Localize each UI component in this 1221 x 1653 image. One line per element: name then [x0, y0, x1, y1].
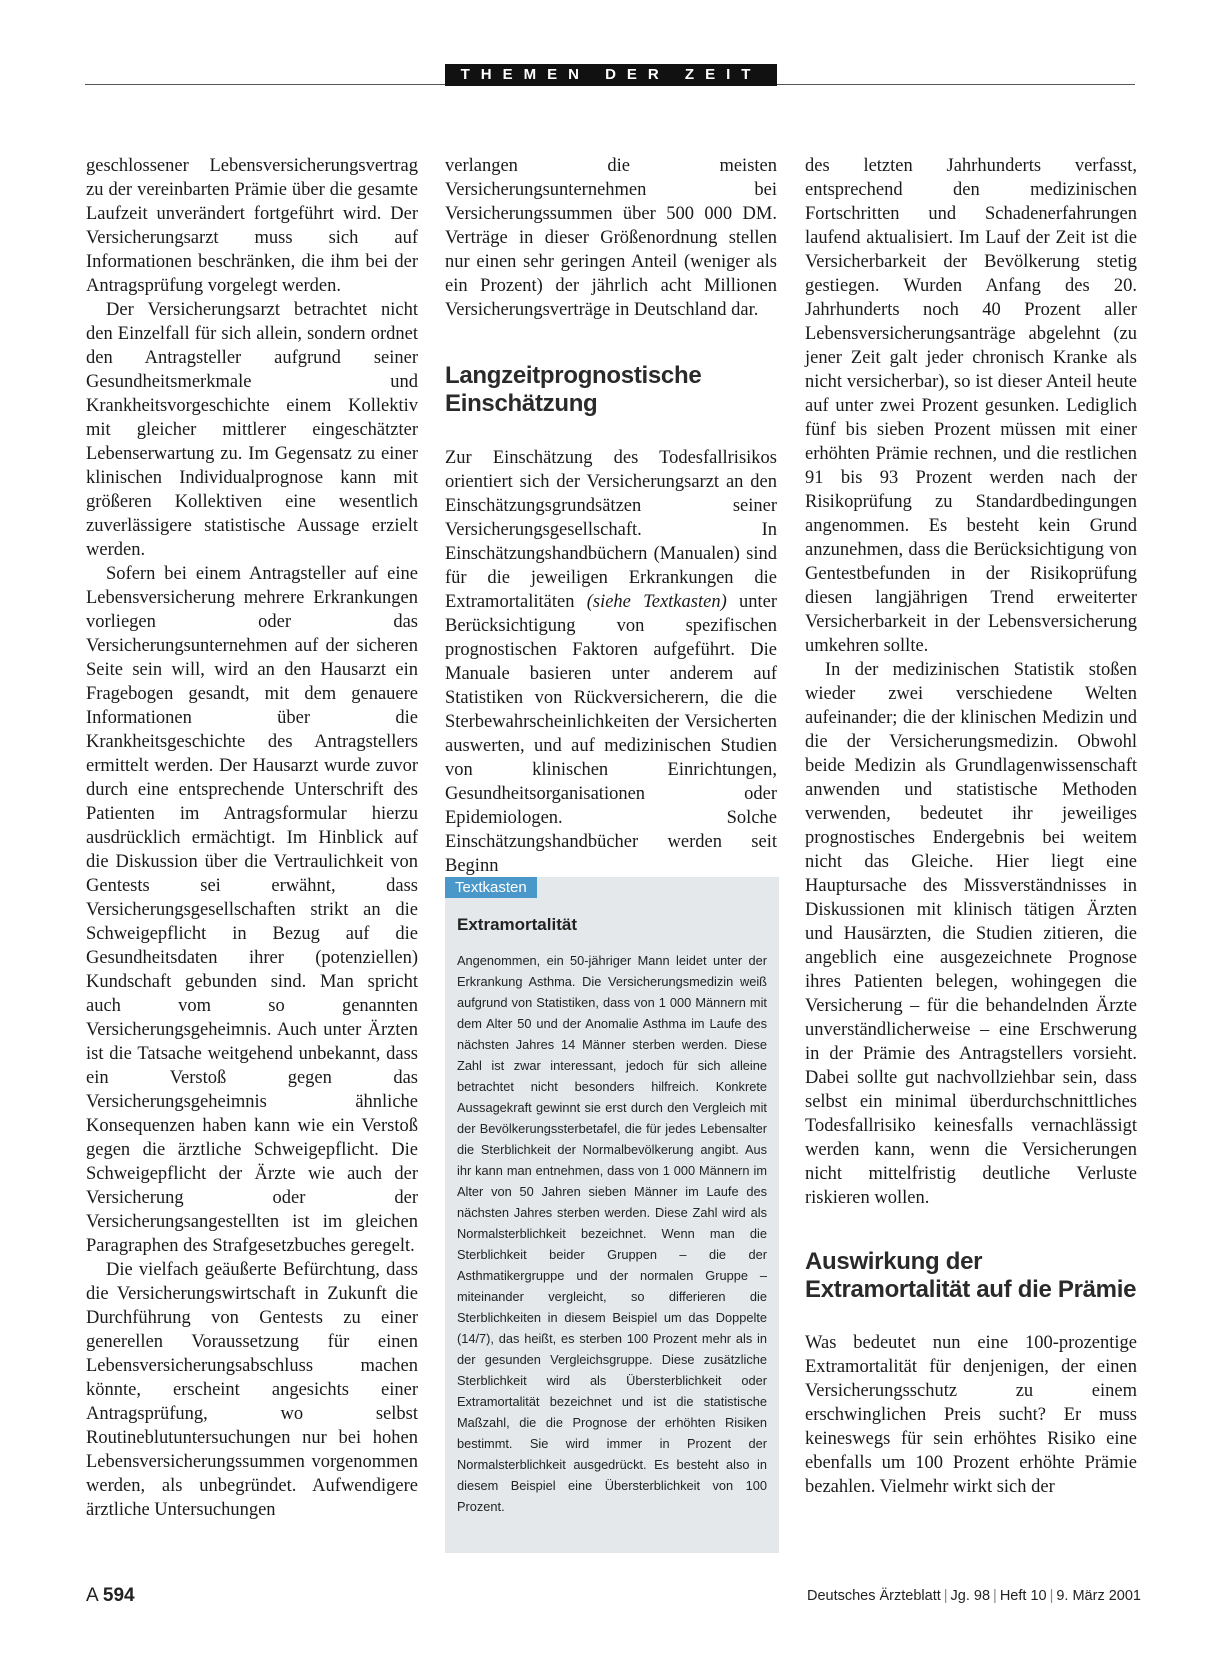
paragraph: verlangen die meisten Versicherungsunternehmen bei Versicherungssummen über 500 000 DM. Verträge in dieser Größenordnung stellen nur einen sehr geringen Anteil (weniger als ein Prozent) der jährlich acht Millionen Versicherungsverträge in Deutschland dar.: [445, 156, 777, 320]
section-heading: Auswirkung der Extramortalität auf die Prämie: [805, 1248, 1137, 1303]
page-number: [86, 1585, 135, 1607]
column-2: [445, 154, 777, 878]
paragraph: Was bedeutet nun eine 100-prozentige Extramortalität für denjenigen, der einen Versicherungsschutz zu einem erschwinglichen Preis sucht? Er muss keineswegs für sein erhöhtes Risiko eine ebenfalls um 100 Prozent erhöhte Prämie bezahlen. Vielmehr wirkt sich der: [805, 1333, 1137, 1497]
paragraph: Der Versicherungsarzt betrachtet nicht den Einzelfall für sich allein, sondern ordnet den Antragsteller aufgrund seiner Gesundheitsmerkmale und Krankheitsvorgeschichte einem Kollektiv mit gleicher mittlerer eingeschätzter Lebenserwartung zu. Im Gegensatz zu einer klinischen Individualprognose kann mit größeren Kollektiven eine wesentlich zuverlässigere statistische Aussage erzielt werden.: [86, 300, 418, 560]
paragraph: [445, 446, 777, 878]
paragraph: geschlossener Lebensversicherungsvertrag zu der vereinbarten Prämie über die gesamte Laufzeit unverändert fortgeführt wird. Der Versicherungsarzt muss sich auf Informationen beschränken, die ihm bei der Antragsprüfung vorgelegt werden.: [86, 156, 418, 296]
journal-info: [807, 1588, 1141, 1604]
paragraph: Sofern bei einem Antragsteller auf eine Lebensversicherung mehrere Erkrankungen vorliegen oder das Versicherungsunternehmen auf der sicheren Seite sein will, wird an den Hausarzt ein Fragebogen gesandt, mit dem genauere Informationen über die Krankheitsgeschichte des Antragstellers ermittelt werden. Der Hausarzt wurde zuvor durch eine entsprechende Unterschrift des Patienten im Antragsformular hierzu ausdrücklich ermächtigt. Im Hinblick auf die Diskussion über die Vertraulichkeit von Gentests sei erwähnt, dass Versicherungsgesellschaften strikt an die Schweigepflicht in Bezug auf die Gesundheitsdaten ihrer (potenziellen) Kundschaft gebunden sind. Man spricht auch vom so genannten Versicherungsgeheimnis. Auch unter Ärzten ist die Tatsache weitgehend unbekannt, dass ein Verstoß gegen das Versicherungsgeheimnis ähnliche Konsequenzen haben kann wie ein Verstoß gegen die ärztliche Schweigepflicht. Die Schweigepflicht der Ärzte wie auch der Versicherung oder der Versicherungsangestellten ist im gleichen Paragraphen des Strafgesetzbuches geregelt.: [86, 564, 418, 1256]
separator: |: [1049, 1588, 1054, 1604]
separator: |: [943, 1588, 948, 1604]
section-heading: Langzeitprognostische Einschätzung: [445, 362, 702, 417]
page-number-value: 594: [102, 1585, 135, 1606]
separator: |: [993, 1588, 997, 1604]
page-prefix: A: [86, 1585, 98, 1606]
paragraph: Die vielfach geäußerte Befürchtung, dass die Versicherungswirtschaft in Zukunft die Durchführung von Gentests zu einer generellen Voraussetzung für einen Lebensversicherungsabschluss machen könnte, erscheint angesichts einer Antragsprüfung, wo selbst Routineblutuntersuchungen nur bei hohen Lebensversicherungssummen vorgenommen werden, als unbegründet. Aufwendigere ärztliche Untersuchungen: [86, 1260, 418, 1520]
textbox: [445, 877, 779, 1553]
textbox-reference: (siehe Textkasten): [586, 592, 727, 612]
journal-issue: Heft 10: [999, 1588, 1047, 1604]
textbox-body: Angenommen, ein 50-jähriger Mann leidet unter der Erkrankung Asthma. Die Versicherungsmedizin weiß aufgrund von Statistiken, dass von 1 000 Männern mit dem Alter 50 und der Anomalie Asthma im Laufe des nächsten Jahres 14 Männer sterben werden. Diese Zahl ist zwar interessant, jedoch für sich alleine betrachtet nicht besonders hilfreich. Konkrete Aussagekraft gewinnt sie erst durch den Vergleich mit der Bevölkerungssterbetafel, die für jedes Lebensalter die Sterblichkeit der Normalbevölkerung angibt. Aus ihr kann man entnehmen, dass von 1 000 Männern im Alter von 50 Jahren sieben Männer im Laufe des nächsten Jahres sterben werden. Diese Zahl wird als Normalsterblichkeit bezeichnet. Wenn man die Sterblichkeit beider Gruppen – die der Asthmatikergruppe und der normalen Gruppe – miteinander vergleicht, so differieren die Sterblichkeiten in diesem Beispiel um das Doppelte (14/7), das heißt, es sterben 100 Prozent mehr als in der gesunden Vergleichsgruppe. Diese zusätzliche Sterblichkeit wird als Übersterblichkeit oder Extramortalität bezeichnet und ist die statistische Maßzahl, die die Prognose der erhöhten Risiken bestimmt. Sie wird immer in Prozent der Normalsterblichkeit ausgedrückt. Es besteht also in diesem Beispiel eine Übersterblichkeit von 100 Prozent.: [457, 953, 767, 1514]
textbox-tag: Textkasten: [445, 877, 537, 898]
section-label: THEMEN DER ZEIT: [445, 64, 777, 86]
paragraph: In der medizinischen Statistik stoßen wieder zwei verschiedene Welten aufeinander; die der klinischen Medizin und die der Versicherungsmedizin. Obwohl beide Medizin als Grundlagenwissenschaft anwenden und statistische Methoden verwenden, bedeutet ihr jeweiliges prognostisches Endergebnis bei weitem nicht das Gleiche. Hier liegt eine Hauptursache des Missverständnisses in Diskussionen mit klinisch tätigen Ärzten und Hausärzten, die Studien zitieren, die angeblich eine ausgezeichnete Prognose ihres Patienten belegen, wohingegen die Versicherung – für die behandelnden Ärzte unverständlicherweise – eine Erschwerung in der Prämie des Antragstellers vorsieht. Dabei sollte gut nachvollziehbar sein, dass selbst ein minimal überdurchschnittliches Todesfallrisiko keinesfalls vernachlässigt werden kann, wenn die Versicherungen nicht mittelfristig deutliche Verluste riskieren wollen.: [805, 660, 1137, 1208]
textbox-title: Extramortalität: [457, 915, 577, 934]
journal-volume: Jg. 98: [950, 1588, 991, 1604]
journal-name: Deutsches Ärzteblatt: [806, 1588, 941, 1604]
journal-date: 9. März 2001: [1056, 1588, 1141, 1604]
paragraph-text: unter Berücksichtigung von spezifischen prognostischen Faktoren aufgeführt. Die Manuale basieren unter anderem auf Statistiken von Rückversicherern, die die Sterbewahrscheinlichkeiten der Versicherten auswerten, und auf medizinischen Studien von klinischen Einrichtungen, Gesundheitsorganisationen oder Epidemiologen. Solche Einschätzungshandbücher werden seit Beginn: [445, 592, 778, 876]
column-1: [86, 154, 418, 1522]
paragraph: des letzten Jahrhunderts verfasst, entsprechend den medizinischen Fortschritten und Schadenerfahrungen laufend aktualisiert. Im Lauf der Zeit ist die Versicherbarkeit der Bevölkerung stetig gestiegen. Wurden Anfang des 20. Jahrhunderts noch 40 Prozent aller Lebensversicherungsanträge abgelehnt (zu jener Zeit galt jeder chronisch Kranke als nicht versicherbar), so ist dieser Anteil heute auf unter zwei Prozent gesunken. Lediglich fünf bis sieben Prozent müssen mit einer erhöhten Prämie rechnen, und die restlichen 91 bis 93 Prozent werden nach der Risikoprüfung zu Standardbedingungen angenommen. Es besteht kein Grund anzunehmen, dass die Berücksichtigung von Gentestbefunden in der Risikoprüfung diesen langjährigen Trend erweiterter Versicherbarkeit in der Lebensversicherung umkehren sollte.: [805, 156, 1137, 656]
column-3: [805, 154, 1137, 1499]
paragraph-text: Zur Einschätzung des Todesfallrisikos orientiert sich der Versicherungsarzt an den Einschätzungsgrundsätzen seiner Versicherungsgesellschaft. In Einschätzungshandbüchern (Manualen) sind für die jeweiligen Erkrankungen die Extramortalitäten: [445, 448, 777, 612]
